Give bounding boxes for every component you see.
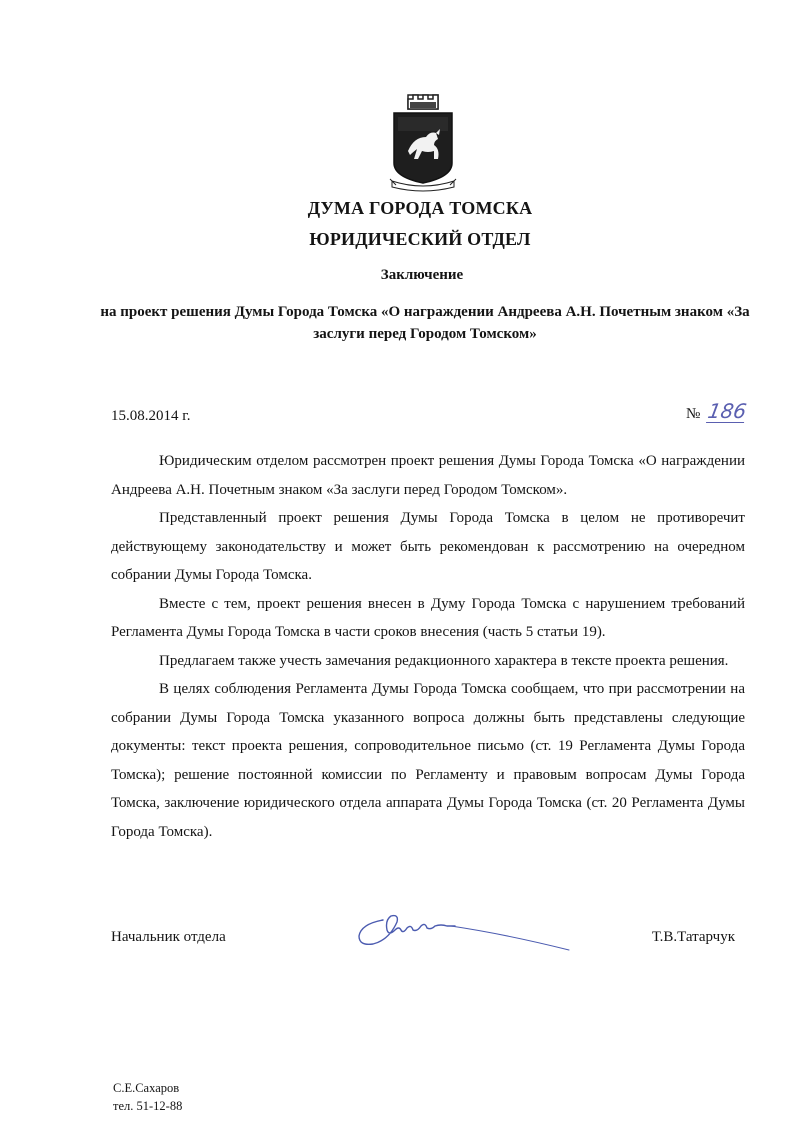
signature-row — [111, 929, 745, 953]
document-date: 15.08.2014 г. — [111, 408, 191, 424]
body-paragraph: В целях соблюдения Регламента Думы Города Томска сообщаем, что при рассмотрении на собрании Думы Города Томска указанного вопроса должны быть представлены следующие документы: текст проекта решения, сопроводительное письмо (ст. 19 Регламента Думы Города Томска); решение постоянной комиссии по Регламенту и правовым вопросам Думы Города Томска, заключение юридического отдела аппарата Думы Города Томска (ст. 20 Регламента Думы Города Томска). — [111, 681, 745, 840]
body-paragraph: Вместе с тем, проект решения внесен в Думу Города Томска с нарушением требований Регламента Думы Города Томска в части сроков внесения (часть 5 статьи 19). — [111, 595, 745, 640]
contact-phone: тел. 51-12-88 — [113, 1099, 183, 1113]
contact-block — [113, 1079, 182, 1115]
signatory-name: Т.В.Татарчук — [651, 929, 735, 945]
document-number — [686, 399, 749, 423]
body-paragraph: Юридическим отделом рассмотрен проект решения Думы Города Томска «О награждении Андреева А.Н. Почетным знаком «За заслуги перед Городом Томском». — [111, 453, 745, 498]
city-crest-icon — [384, 93, 462, 193]
contact-name: С.Е.Сахаров — [113, 1081, 180, 1095]
number-sign: № — [686, 406, 701, 422]
document-subject: на проект решения Думы Города Томска «О награждении Андреева А.Н. Почетным знаком «За заслуги перед Городом Томском» — [100, 304, 750, 342]
handwritten-number: 186 — [706, 399, 749, 423]
document-type: Заключение — [380, 267, 464, 283]
signatory-title: Начальник отдела — [111, 929, 226, 945]
body-paragraph: Представленный проект решения Думы Города Томска в целом не противоречит действующему законодательству и может быть рекомендован к рассмотрению на очередном собрании Думы Города Томска. — [111, 510, 745, 583]
org-name: ДУМА ГОРОДА ТОМСКА — [307, 198, 533, 218]
department-name: ЮРИДИЧЕСКИЙ ОТДЕЛ — [309, 229, 531, 249]
body-paragraph: Предлагаем также учесть замечания редакционного характера в тексте проекта решения. — [159, 652, 729, 669]
document-body — [111, 447, 745, 846]
